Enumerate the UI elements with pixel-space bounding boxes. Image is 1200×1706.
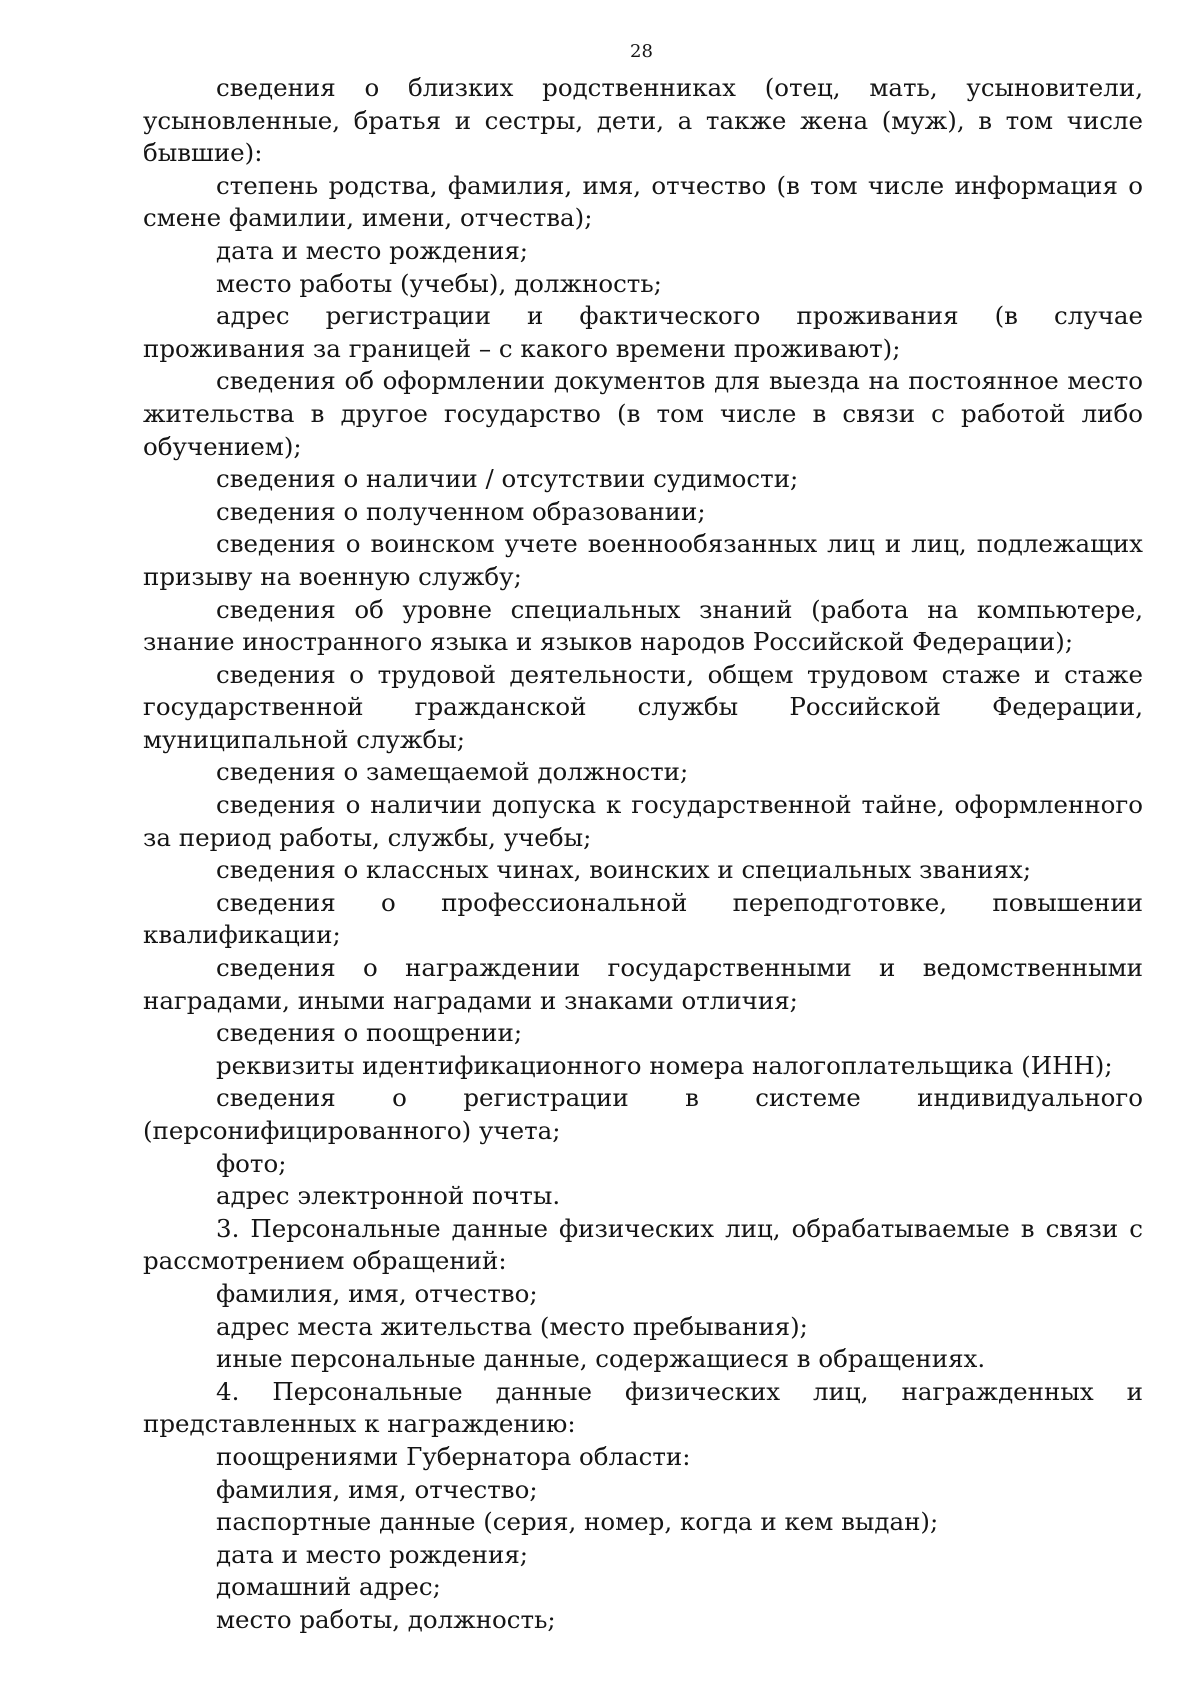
paragraph: фото; xyxy=(216,1148,287,1178)
paragraph: сведения о близких родственниках (отец, мать, усыновители, усыновленные, братья и сестры, дети, а также жена (муж), в том числе бывшие): xyxy=(143,73,1143,168)
paragraph: реквизиты идентификационного номера налогоплательщика (ИНН); xyxy=(216,1050,1113,1080)
paragraph: дата и место рождения; xyxy=(216,235,529,265)
paragraph: фамилия, имя, отчество; xyxy=(216,1474,538,1504)
paragraph: степень родства, фамилия, имя, отчество (в том числе информация о смене фамилии, имени, отчества); xyxy=(143,170,1143,233)
paragraph: адрес места жительства (место пребывания); xyxy=(216,1311,808,1341)
paragraph: домашний адрес; xyxy=(216,1572,441,1602)
paragraph: паспортные данные (серия, номер, когда и кем выдан); xyxy=(216,1507,939,1537)
paragraph: место работы, должность; xyxy=(216,1604,556,1634)
paragraph: сведения о наличии / отсутствии судимости; xyxy=(216,464,799,494)
paragraph: сведения о трудовой деятельности, общем трудовом стаже и стаже государственной гражданской службы Российской Федерации, муниципальной службы; xyxy=(143,659,1143,754)
paragraph: дата и место рождения; xyxy=(216,1539,529,1569)
section-4-heading: 4. Персональные данные физических лиц, награжденных и представленных к награждению: xyxy=(143,1376,1143,1439)
paragraph: сведения о регистрации в системе индивидуального (персонифицированного) учета; xyxy=(143,1083,1143,1145)
paragraph: адрес электронной почты. xyxy=(216,1181,561,1211)
page-number: 28 xyxy=(630,41,653,62)
paragraph: сведения о полученном образовании; xyxy=(216,496,706,526)
paragraph: поощрениями Губернатора области: xyxy=(216,1441,691,1471)
paragraph: место работы (учебы), должность; xyxy=(216,268,662,298)
paragraph: иные персональные данные, содержащиеся в обращениях. xyxy=(216,1344,986,1374)
section-3-heading: 3. Персональные данные физических лиц, обрабатываемые в связи с рассмотрением обращений: xyxy=(143,1213,1143,1276)
paragraph: сведения о наличии допуска к государственной тайне, оформленного за период работы, службы, учебы; xyxy=(143,790,1143,852)
paragraph: сведения о профессиональной переподготовке, повышении квалификации; xyxy=(143,887,1143,950)
paragraph: сведения о замещаемой должности; xyxy=(216,757,689,787)
paragraph: сведения об оформлении документов для выезда на постоянное место жительства в другое государство (в том числе в связи с работой либо обучением); xyxy=(143,366,1143,461)
paragraph: сведения о награждении государственными и ведомственными наградами, иными наградами и знаками отличия; xyxy=(143,953,1143,1015)
paragraph: сведения о поощрении; xyxy=(216,1018,523,1048)
paragraph: адрес регистрации и фактического проживания (в случае проживания за границей – с какого времени проживают); xyxy=(143,301,1143,363)
paragraph: сведения о классных чинах, воинских и специальных званиях; xyxy=(216,855,1032,885)
paragraph: сведения о воинском учете военнообязанных лиц и лиц, подлежащих призыву на военную службу; xyxy=(143,529,1143,591)
document-body xyxy=(143,72,1143,1637)
paragraph: сведения об уровне специальных знаний (работа на компьютере, знание иностранного языка и языков народов Российской Федерации); xyxy=(143,594,1143,657)
paragraph: фамилия, имя, отчество; xyxy=(216,1278,538,1308)
